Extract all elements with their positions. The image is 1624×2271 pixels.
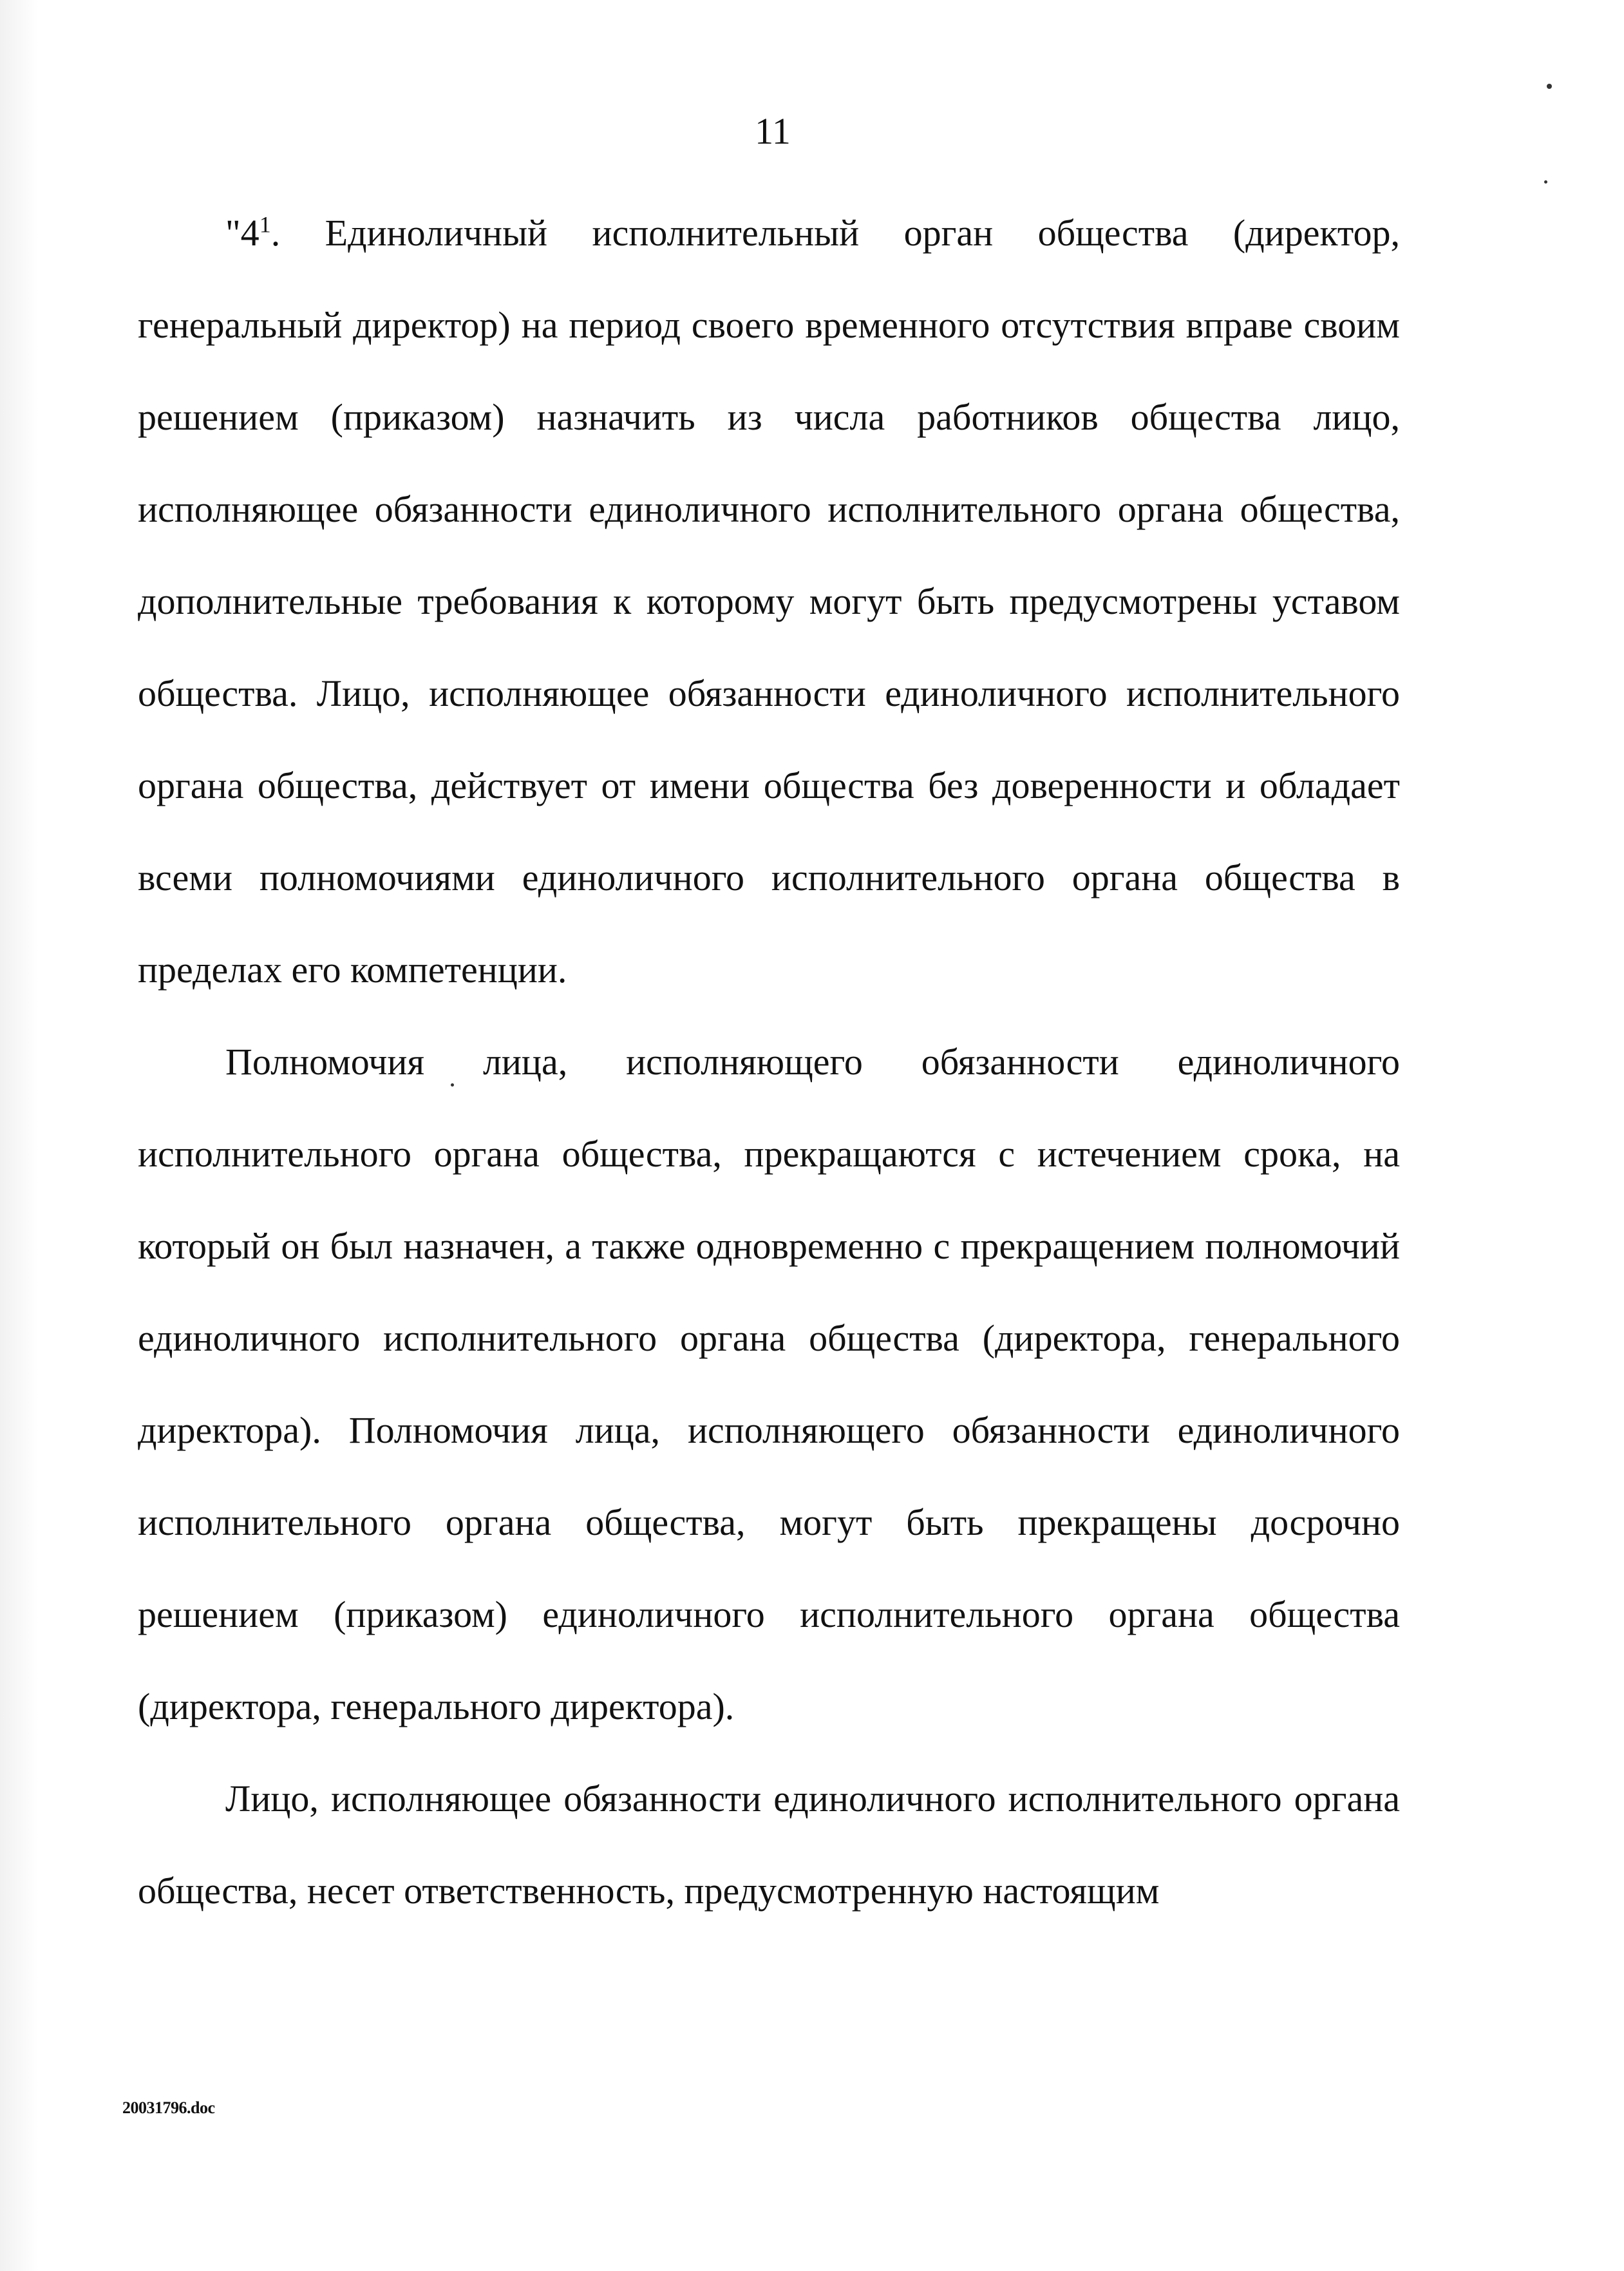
paragraph-3: Лицо, исполняющее обязанности единоличного исполнительного органа общества, несет ответственность, предусмотренную настоящим: [138, 1778, 1400, 1912]
paragraph-2: Полномочия лица, исполняющего обязанности единоличного исполнительного органа общества, прекращаются с истечением срока, на который он был назначен, а также одновременно с прекращением полномочий единоличного исполнительного органа общества (директора, генерального директора). Полномочия лица, исполняющего обязанности единоличного исполнительного органа общества, могут быть прекращены досрочно решением (приказом) единоличного исполнительного органа общества (директора, генерального директора).: [138, 1041, 1400, 1727]
scan-speck: [1547, 84, 1552, 89]
paragraph-1-prefix: "4: [225, 212, 260, 254]
footer-file-code: 20031796.doc: [122, 2098, 215, 2117]
scan-edge-artifact: [0, 0, 39, 2271]
paragraph-1-text: . Единоличный исполнительный орган общества (директор, генеральный директор) на период своего временного отсутствия вправе своим решением (приказом) назначить из числа работников общества лицо, исполняющее обязанности единоличного исполнительного органа общества, дополнительные требования к которому могут быть предусмотрены уставом общества. Лицо, исполняющее обязанности единоличного исполнительного органа общества, действует от имени общества без доверенности и обладает всеми полномочиями единоличного исполнительного органа общества в пределах его компетенции.: [138, 212, 1400, 991]
scan-speck: [1544, 180, 1547, 184]
document-body: [138, 187, 1400, 1937]
scan-speck: [451, 1083, 454, 1087]
paragraph-1: [138, 187, 1400, 1016]
paragraph-1-superscript: 1: [259, 211, 271, 238]
page-number: 11: [755, 110, 791, 152]
